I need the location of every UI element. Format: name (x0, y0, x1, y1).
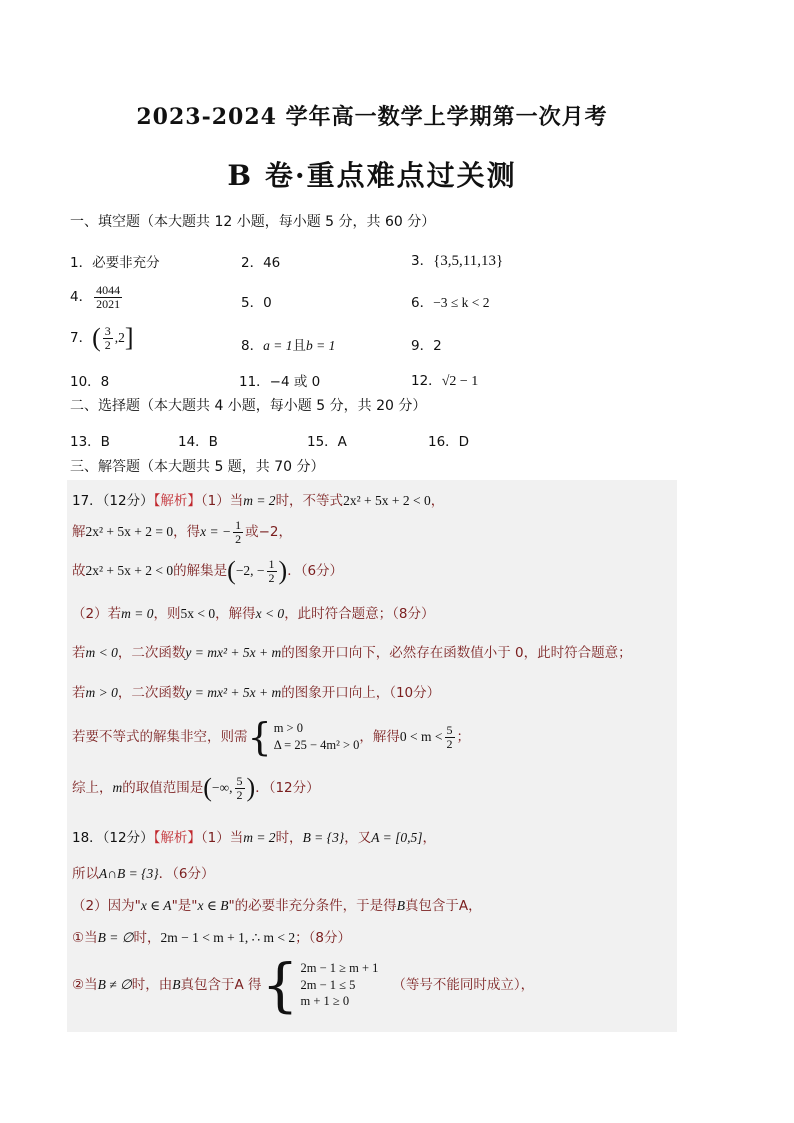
q17-l1-ineq: 2x² + 5x + 2 < 0 (343, 493, 431, 508)
answer-3-set: {3,5,11,13} (433, 253, 504, 269)
q17-l7-b: ，解得 (359, 729, 400, 745)
q17-l8-num: 5 (236, 774, 243, 788)
answer-3 (411, 249, 503, 270)
answer-4-numerator: 4044 (96, 283, 121, 297)
q18-l1-d: ， (422, 830, 436, 846)
q18-l3-c: "的必要非充分条件，于是得 (228, 898, 397, 914)
q18-l5-r3: m + 1 ≥ 0 (300, 994, 350, 1009)
answer-3-number: 3． (411, 253, 434, 269)
choice-16: 16．D (428, 434, 470, 450)
q17-line-7 (72, 715, 471, 759)
q17-l3-a: 故 (72, 563, 86, 580)
section-fill-blank-heading: 一、填空题（本大题共 12 小题，每小题 5 分，共 60 分） (70, 214, 436, 230)
q17-l4-x: x < 0 (255, 606, 285, 621)
choice-14: 14．B (178, 434, 218, 450)
q17-l4-m: m = 0 (121, 606, 154, 621)
q17-l1-text: （1）当 (200, 493, 244, 509)
q17-l7-r2: Δ = 25 − 4m² > 0 (273, 738, 360, 752)
answer-5: 5．0 (241, 295, 272, 311)
q18-l1-b: 时， (275, 830, 303, 846)
q18-l5-b: 时，由 (131, 977, 173, 993)
q17-l1-m: m = 2 (243, 493, 276, 508)
q18-l3-b: "是" (171, 898, 198, 914)
q18-l5-d: （等号不能同时成立）， (392, 977, 535, 993)
q17-l2-c: 或−2， (245, 524, 293, 541)
q18-l3-d: 真包含于A， (404, 898, 482, 914)
answer-12 (411, 369, 478, 390)
q17-l5-f: y = mx² + 5x + m (185, 645, 282, 660)
section-choice-heading: 二、选择题（本大题共 4 小题，每小题 5 分，共 20 分） (70, 398, 427, 414)
answer-4-number: 4． (70, 289, 93, 306)
q17-line-3: 故2x² + 5x + 2 < 0的解集是(−2, − $\frac{1}{2}$ )．（6分） (72, 556, 344, 586)
q18-l1-m: m = 2 (243, 830, 276, 845)
answer-6-value: −3 ≤ k < 2 (433, 295, 490, 310)
q17-l7-ineq: 0 < m < (399, 729, 443, 744)
q18-l4-f: B = ∅ (97, 930, 134, 945)
q17-line-5 (72, 641, 632, 661)
q17-l5-m: m < 0 (85, 645, 118, 660)
q18-l5-system: { 2m − 1 ≥ m + 1 2m − 1 ≤ 5 m + 1 ≥ 0 (261, 951, 379, 1019)
q17-l6-f: y = mx² + 5x + m (185, 685, 282, 700)
q17-l7-num: 5 (446, 722, 453, 737)
q17-l8-c: ．（12分） (255, 780, 320, 797)
q18-l3-B: B (396, 898, 405, 913)
answer-7: 7．( $\frac{3}{2}$ ,2] (70, 323, 134, 353)
q17-line-4 (72, 602, 435, 622)
q17-l2-eq: 2x² + 5x + 2 = 0 (85, 524, 174, 540)
answer-8 (241, 334, 335, 354)
answer-7-number: 7． (70, 330, 93, 347)
q18-line-2 (72, 862, 215, 882)
q18-l4-b: 时， (133, 930, 161, 946)
choice-15: 15．A (307, 434, 347, 450)
q17-l3-interval: −2, − (235, 563, 265, 579)
answer-4-denominator: 2021 (96, 296, 121, 311)
section-solution-heading: 三、解答题（本大题共 5 题，共 70 分） (70, 459, 325, 475)
q18-line-3 (72, 894, 482, 914)
answer-7-denominator: 2 (104, 337, 111, 352)
q18-line-5 (72, 951, 535, 1019)
q18-l3-a: （2）因为" (72, 898, 141, 914)
q18-l3-f2: x ∈ B (197, 898, 229, 913)
q17-line-2 (72, 519, 292, 545)
q17-l4-b: ，则 (153, 606, 181, 622)
q17-l6-c: 的图象开口向上，（10分） (281, 685, 441, 701)
q17-l2-num: 1 (235, 518, 242, 532)
answer-6-number: 6． (411, 295, 434, 311)
q18-l2-f: A∩B = {3} (99, 866, 159, 881)
q17-l5-b: ，二次函数 (117, 645, 186, 661)
q17-l3-b: 的解集是 (173, 563, 228, 580)
answer-11: 11．−4 或 0 (239, 374, 321, 390)
q18-l5-a: ②当 (72, 977, 98, 993)
q17-l1-text2: 时，不等式 (275, 493, 344, 509)
q17-l7-a: 若要不等式的解集非空，则需 (72, 729, 248, 745)
answer-12-number: 12． (411, 373, 442, 389)
q18-l2-a: 所以 (72, 866, 99, 882)
q17-l7-den: 2 (446, 736, 453, 751)
q17-l3-den: 2 (268, 570, 275, 585)
q17-l7-system: { m > 0 Δ = 25 − 4m² > 0 (247, 715, 360, 759)
q17-l6-m: m > 0 (85, 685, 118, 700)
q17-l3-num: 1 (268, 557, 275, 571)
answer-12-value: √2 − 1 (441, 374, 479, 389)
q17-l3-ineq: 2x² + 5x + 2 < 0 (85, 563, 174, 579)
q18-l1-B: B = {3} (302, 830, 345, 845)
q18-l5-r1: 2m − 1 ≥ m + 1 (300, 960, 379, 975)
q17-l8-interval: −∞, (211, 780, 233, 796)
q17-l2-a: 解 (72, 524, 86, 541)
q17-l2-b: ，得 (173, 524, 201, 541)
q17-l4-c: ，解得 (215, 606, 256, 622)
q17-l4-i: 5x < 0 (180, 606, 216, 621)
q18-line-1 (72, 826, 436, 846)
answer-8-number: 8． (241, 338, 264, 354)
answer-10: 10．8 (70, 374, 110, 390)
q18-l1-c: ，又 (344, 830, 372, 846)
q17-l8-b: 的取值范围是 (122, 780, 204, 797)
answer-8-a: a = 1 (263, 338, 293, 353)
q18-head: 18．（12分） (72, 830, 154, 846)
choice-13: 13．B (70, 434, 110, 450)
q18-l2-b: ．（6分） (158, 866, 215, 882)
q18-l4-c: ；（8分） (295, 930, 351, 946)
q17-head: 17．（12分） (72, 493, 154, 509)
answer-8-and: 且 (292, 338, 306, 354)
q17-line-6 (72, 681, 440, 701)
q18-l1-A: A = [0,5] (371, 830, 423, 845)
answer-8-b: b = 1 (305, 338, 336, 353)
q18-l4-g: 2m − 1 < m + 1, ∴ m < 2 (160, 930, 296, 945)
q18-l4-a: ①当 (72, 930, 98, 946)
answer-7-numerator: 3 (104, 324, 111, 338)
q17-l6-b: ，二次函数 (117, 685, 186, 701)
page-subtitle: B 卷·重点难点过关测 (227, 159, 517, 192)
q17-l8-den: 2 (236, 787, 243, 802)
q18-tag: 【解析】 (153, 830, 201, 846)
q17-l2-x: x = − (200, 524, 232, 540)
answer-1: 1．必要非充分 (70, 255, 160, 271)
q17-l4-a: （2）若 (72, 606, 122, 622)
q17-l4-d: ，此时符合题意；（8分） (284, 606, 435, 622)
q17-l5-a: 若 (72, 645, 86, 661)
answer-7-tail: ,2 (114, 330, 125, 346)
q18-l5-r2: 2m − 1 ≤ 5 (300, 977, 356, 992)
q17-l7-c: ； (456, 729, 471, 745)
q17-l3-c: ．（6分） (287, 563, 344, 580)
q18-l1-a: （1）当 (200, 830, 244, 846)
q18-l5-c: 真包含于A 得 (180, 977, 262, 993)
q18-line-4 (72, 926, 351, 946)
answer-2: 2．46 (241, 255, 281, 271)
page-title: 2023-2024 学年高一数学上学期第一次月考 (136, 104, 608, 130)
answer-9: 9．2 (411, 338, 442, 354)
q17-l8-a: 综上， (72, 780, 113, 797)
q17-l7-r1: m > 0 (273, 721, 303, 736)
q18-l5-f: B ≠ ∅ (97, 977, 132, 992)
q17-l6-a: 若 (72, 685, 86, 701)
q17-l5-c: 的图象开口向下，必然存在函数值小于 0，此时符合题意； (281, 645, 632, 661)
q17-l2-den: 2 (235, 531, 242, 546)
answer-6 (411, 291, 489, 311)
q18-l3-f1: x ∈ A (140, 898, 172, 913)
q18-l5-B: B (172, 977, 181, 992)
q17-tag: 【解析】 (153, 493, 201, 509)
q17-l8-m: m (112, 780, 123, 796)
q17-line-1 (72, 489, 444, 509)
answer-4 (70, 284, 124, 310)
q17-line-8: 综上，m的取值范围是(−∞, $\frac{5}{2}$ )．（12分） (72, 773, 320, 803)
q17-l1-end: ， (430, 493, 445, 509)
